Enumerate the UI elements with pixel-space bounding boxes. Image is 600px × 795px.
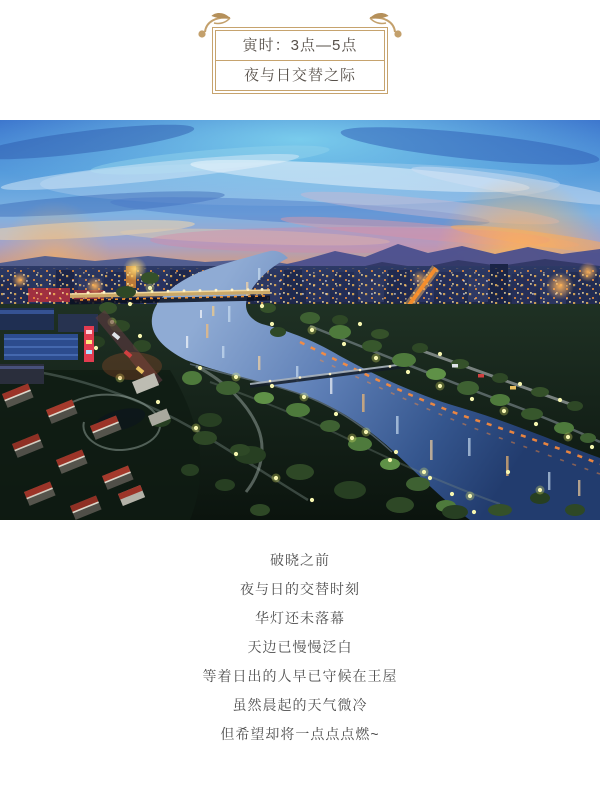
poem-line: 破晓之前 xyxy=(270,552,330,568)
poem-line: 天边已慢慢泛白 xyxy=(247,639,353,655)
flourish-right-icon xyxy=(364,8,404,42)
time-tag xyxy=(212,27,388,94)
poem-line: 但希望却将一点点点燃~ xyxy=(220,726,380,742)
time-tag-subtitle: 夜与日交替之际 xyxy=(216,60,384,90)
hero-photo[interactable] xyxy=(0,120,600,520)
poem-line: 华灯还未落幕 xyxy=(255,610,345,626)
flourish-left-icon xyxy=(196,8,236,42)
poem-line: 夜与日的交替时刻 xyxy=(240,581,360,597)
poem xyxy=(0,520,600,741)
poem-line: 等着日出的人早已守候在王屋 xyxy=(202,668,398,684)
time-tag-schedule: 寅时：3点—5点 xyxy=(242,37,358,54)
poem-line: 虽然晨起的天气微冷 xyxy=(232,697,368,713)
time-tag-box xyxy=(212,27,388,94)
